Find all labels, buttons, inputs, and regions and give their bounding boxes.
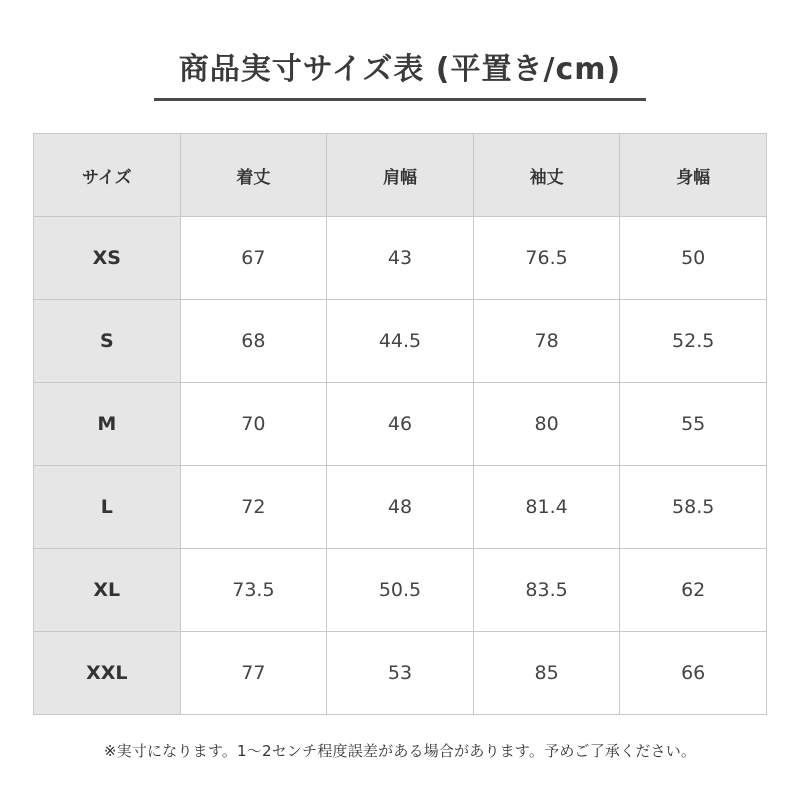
cell-length: 73.5 [180, 549, 327, 632]
header-shoulder: 肩幅 [327, 134, 474, 217]
cell-shoulder: 50.5 [327, 549, 474, 632]
table-row [34, 300, 767, 383]
page-title: 商品実寸サイズ表 (平置き/cm) [178, 52, 622, 87]
cell-shoulder: 44.5 [327, 300, 474, 383]
row-size-label: M [34, 383, 181, 466]
title-wrap [0, 48, 800, 92]
size-chart-table [33, 133, 767, 715]
header-width: 身幅 [620, 134, 767, 217]
title-underline [154, 98, 646, 101]
table-row [34, 383, 767, 466]
cell-sleeve: 76.5 [473, 217, 620, 300]
header-length: 着丈 [180, 134, 327, 217]
table-row [34, 217, 767, 300]
cell-length: 68 [180, 300, 327, 383]
row-size-label: XS [34, 217, 181, 300]
cell-sleeve: 78 [473, 300, 620, 383]
cell-shoulder: 53 [327, 632, 474, 715]
cell-sleeve: 85 [473, 632, 620, 715]
header-size: サイズ [34, 134, 181, 217]
row-size-label: S [34, 300, 181, 383]
cell-width: 52.5 [620, 300, 767, 383]
cell-sleeve: 80 [473, 383, 620, 466]
cell-width: 55 [620, 383, 767, 466]
cell-width: 66 [620, 632, 767, 715]
cell-width: 58.5 [620, 466, 767, 549]
cell-sleeve: 81.4 [473, 466, 620, 549]
table-row [34, 466, 767, 549]
row-size-label: L [34, 466, 181, 549]
table-header-row [34, 134, 767, 217]
row-size-label: XL [34, 549, 181, 632]
cell-length: 72 [180, 466, 327, 549]
cell-shoulder: 48 [327, 466, 474, 549]
table-row [34, 632, 767, 715]
row-size-label: XXL [34, 632, 181, 715]
cell-length: 67 [180, 217, 327, 300]
table-row [34, 549, 767, 632]
cell-shoulder: 46 [327, 383, 474, 466]
cell-width: 50 [620, 217, 767, 300]
cell-sleeve: 83.5 [473, 549, 620, 632]
cell-width: 62 [620, 549, 767, 632]
footnote: ※実寸になります。1〜2センチ程度誤差がある場合があります。予めご了承ください。 [103, 742, 697, 760]
cell-length: 70 [180, 383, 327, 466]
cell-shoulder: 43 [327, 217, 474, 300]
header-sleeve: 袖丈 [473, 134, 620, 217]
cell-length: 77 [180, 632, 327, 715]
